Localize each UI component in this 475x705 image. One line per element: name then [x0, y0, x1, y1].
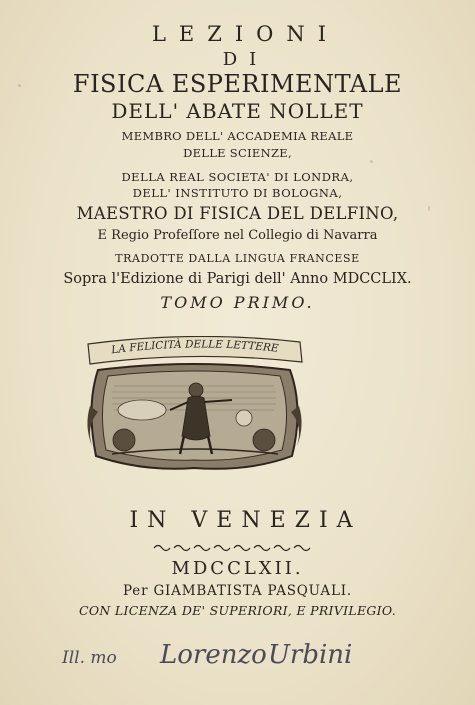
author-credential-line: MAESTRO DI FISICA DEL DELFINO, [76, 204, 399, 223]
vignette-motto: LA FELICITÀ DELLE LETTERE [110, 338, 280, 357]
main-title: FISICA ESPERIMENTALE [72, 70, 403, 98]
imprint-printer: Per GIAMBATISTA PASQUALI. [123, 583, 352, 599]
handwritten-inscription-surname: Urbini [268, 640, 353, 670]
author-credential-line: MEMBRO DELL' ACCADEMIA REALE [121, 129, 354, 143]
title-line-di: DI [222, 49, 269, 70]
edition-note: Sopra l'Edizione di Parigi dell' Anno MDCCLIX. [63, 271, 412, 287]
imprint-city: IN VENEZIA [129, 508, 362, 533]
author-credential-line: DELL' INSTITUTO DI BOLOGNA, [132, 186, 343, 200]
imprint-license: CON LICENZA DE' SUPERIORI, E PRIVILEGIO. [78, 603, 397, 618]
handwritten-inscription-name: Lorenzo [160, 640, 267, 670]
imprint-year: MDCCLXII. [171, 558, 304, 579]
title-line-lezioni: LEZIONI [151, 22, 340, 46]
handwritten-inscription-honorific: Ill. mo [62, 648, 117, 668]
translation-note: TRADOTTE DALLA LINGUA FRANCESE [115, 252, 360, 265]
printers-device-vignette [84, 336, 305, 476]
author-line: DELL' ABATE NOLLET [111, 99, 364, 123]
decorative-rule-ornament [152, 542, 322, 554]
author-credential-line: E Regio Profeſſore nel Collegio di Navarra [97, 228, 378, 243]
volume-label: TOMO PRIMO. [160, 293, 315, 312]
foxing-spot [370, 160, 373, 163]
author-credential-line: DELLA REAL SOCIETA' DI LONDRA, [121, 170, 354, 184]
author-credential-line: DELLE SCIENZE, [183, 146, 292, 160]
